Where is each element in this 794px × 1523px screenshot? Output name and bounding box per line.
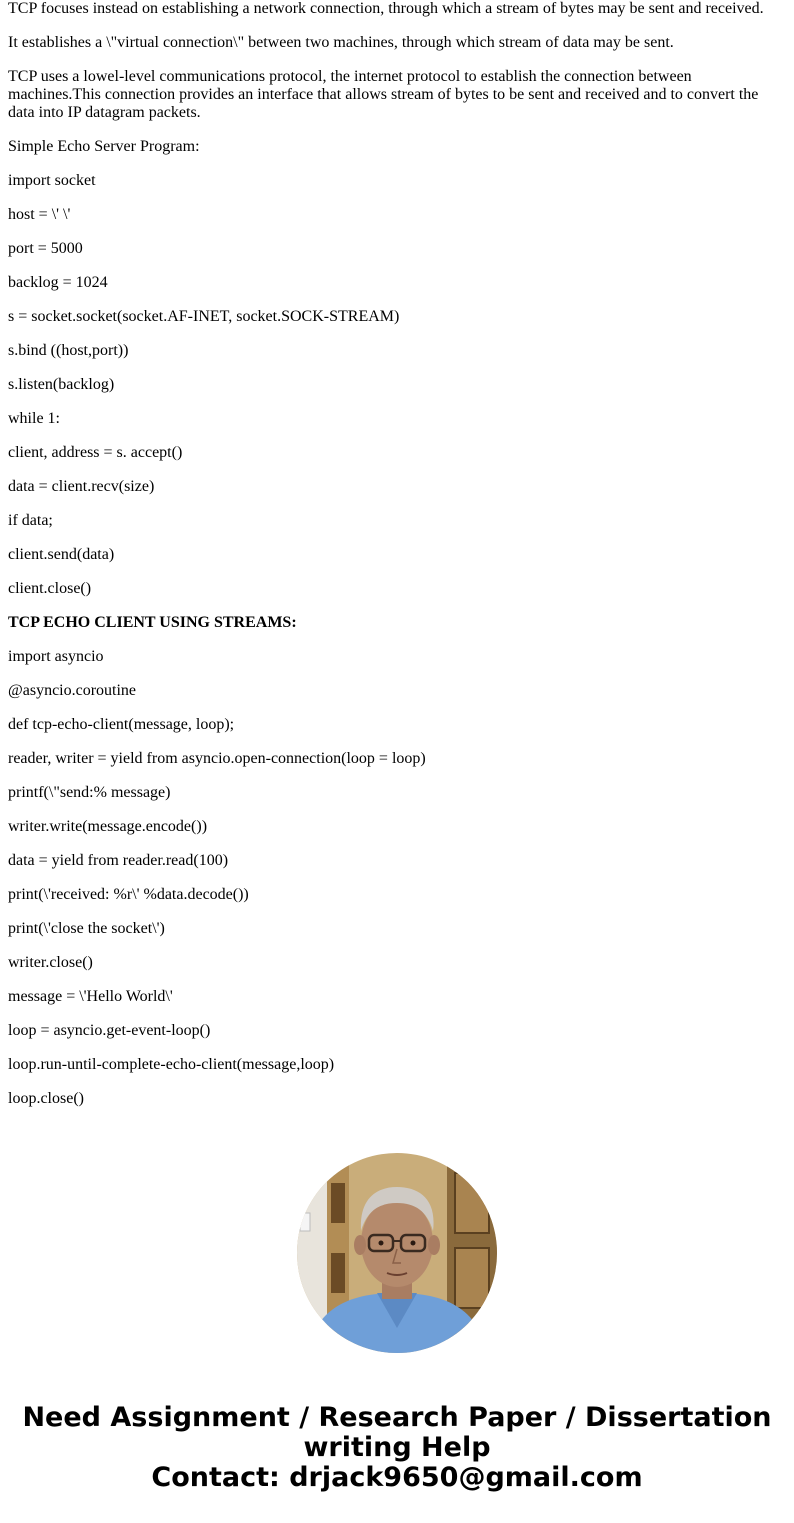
client-section-heading: TCP ECHO CLIENT USING STREAMS: <box>8 614 297 631</box>
client-code-line: printf(\"send:% message) <box>8 784 171 801</box>
server-code-line: s = socket.socket(socket.AF-INET, socket.SOCK-STREAM) <box>8 308 400 325</box>
client-code-line: import asyncio <box>8 648 104 665</box>
server-code-line: client.close() <box>8 580 92 597</box>
paragraph-virtual-connection: It establishes a \"virtual connection\" between two machines, through which stream of data may be sent. <box>8 34 674 51</box>
server-code-line: backlog = 1024 <box>8 274 108 291</box>
client-code-line: message = \'Hello World\' <box>8 988 173 1005</box>
client-code-line: writer.write(message.encode()) <box>8 818 208 835</box>
client-code-line: loop.run-until-complete-echo-client(message,loop) <box>8 1056 335 1073</box>
server-code-line: s.bind ((host,port)) <box>8 342 129 359</box>
article-body <box>8 0 778 1124</box>
client-code-line: loop.close() <box>8 1090 84 1107</box>
server-code-line: client, address = s. accept() <box>8 444 183 461</box>
server-code-line: while 1: <box>8 410 60 427</box>
server-code-line: if data; <box>8 512 53 529</box>
client-code-line: loop = asyncio.get-event-loop() <box>8 1022 211 1039</box>
client-code-line: print(\'received: %r\' %data.decode()) <box>8 886 249 903</box>
client-code-line: writer.close() <box>8 954 93 971</box>
server-code-line: client.send(data) <box>8 546 115 563</box>
paragraph-tcp-intro: TCP focuses instead on establishing a network connection, through which a stream of bytes may be sent and received. <box>8 0 764 17</box>
server-code-line: port = 5000 <box>8 240 83 257</box>
client-code-line: reader, writer = yield from asyncio.open-connection(loop = loop) <box>8 750 426 767</box>
paragraph-ip-protocol: TCP uses a lowel-level communications protocol, the internet protocol to establish the connection between machines.This connection provides an interface that allows stream of bytes to be sent and received and to convert the data into IP datagram packets. <box>8 68 759 121</box>
promo-contact: Contact: drjack9650@gmail.com <box>151 1462 643 1493</box>
client-code-line: print(\'close the socket\') <box>8 920 165 937</box>
server-code-line: s.listen(backlog) <box>8 376 115 393</box>
client-code-line: data = yield from reader.read(100) <box>8 852 229 869</box>
author-avatar <box>297 1153 497 1353</box>
client-code-line: @asyncio.coroutine <box>8 682 137 699</box>
client-code-line: def tcp-echo-client(message, loop); <box>8 716 235 733</box>
promo-line-1: Need Assignment / Research Paper / Dissertation <box>22 1402 772 1433</box>
promo-banner <box>0 1403 794 1493</box>
server-code-line: data = client.recv(size) <box>8 478 155 495</box>
server-code-line: host = \' \' <box>8 206 71 223</box>
server-code-line: import socket <box>8 172 96 189</box>
promo-line-2: writing Help <box>303 1432 491 1463</box>
server-section-title: Simple Echo Server Program: <box>8 138 200 155</box>
